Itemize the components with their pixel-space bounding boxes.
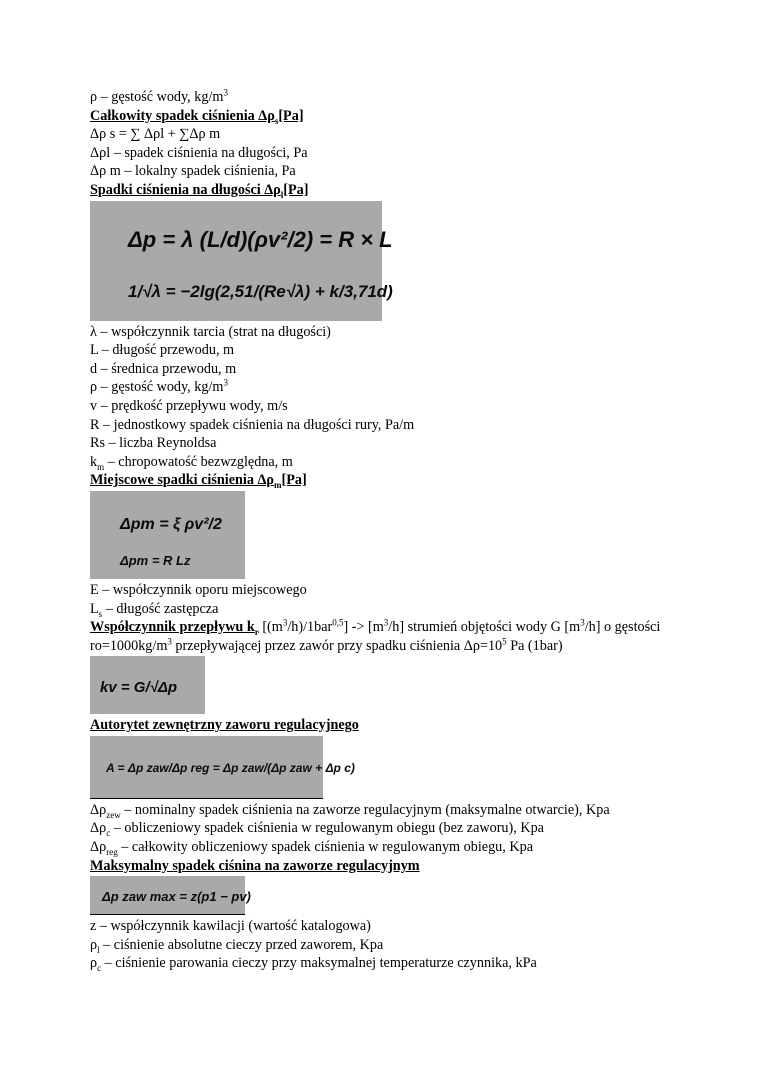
def-velocity: v – prędkość przepływu wody, m/s <box>90 397 288 414</box>
formula-authority-text: A = Δp zaw/Δp reg = Δp zaw/(Δp zaw + Δp c) <box>106 760 355 775</box>
def-local-drop: Δρ m – lokalny spadek ciśnienia, Pa <box>90 163 296 180</box>
heading-flow-coefficient: Współczynnik przepływu $k_r$ <box>90 619 259 637</box>
formula-kv-text: kv = G/√Δp <box>100 679 178 697</box>
formula-max-text: Δp zaw max = z(p1 − pv) <box>102 889 251 905</box>
def-length: L – długość przewodu, m <box>90 342 235 359</box>
def-dp-c: $\Delta\rho_c$ – obliczeniowy spadek ciśnienia w regulowanym obiegu (bez zaworu), Kpa <box>90 820 544 839</box>
def-lambda: λ – współczynnik tarcia (strat na długości) <box>90 323 331 340</box>
formula-image-local <box>90 491 245 579</box>
formula-local-line2: Δpm = R Lz <box>120 552 191 568</box>
heading-total-pressure-drop: Całkowity spadek ciśnienia $\Delta\rho_s[Pa]$ <box>90 107 304 126</box>
formula-darcy-line2: 1/√λ = −2lg(2,51/(Re√λ) + k/3,71d) <box>128 281 393 301</box>
rho-definition: ρ – gęstość wody, $kg/m^3$ <box>90 87 228 105</box>
def-diameter: d – średnica przewodu, m <box>90 360 237 377</box>
formula-authority-svg <box>90 736 355 798</box>
def-reynolds: Rs – liczba Reynoldsa <box>90 435 217 452</box>
formula-image-authority <box>90 736 355 799</box>
heading-local-pressure-drop: Miejscowe spadki ciśnienia $\Delta\rho_m[Pa]$ <box>90 472 307 491</box>
formula-image-darcy <box>90 201 393 321</box>
def-cavitation: z – współczynnik kawilacji (wartość katalogowa) <box>90 918 371 935</box>
formula-local-svg <box>90 491 245 579</box>
document-page <box>90 88 710 973</box>
def-equivalent-length: $L_s$ – długość zastępcza <box>90 600 219 619</box>
formula-image-max <box>90 876 251 915</box>
kv-paragraph: Współczynnik przepływu $k_r$ $[(m^3/h)/1bar^{0,5}] -> [m^3/h]$ strumień objętości wody G $[m^3/h]$ o gęstości $ro=1000kg/m^3$ przepływającej przez zawór przy spadku ciśnienia $\Delta\rho=10^5$ Pa (1bar) <box>90 617 661 654</box>
def-dp-zew: $\Delta\rho_{zew}$ – nominalny spadek ciśnienia na zaworze regulacyjnym (maksymalne otwarcie), Kpa <box>90 801 610 820</box>
heading-max-valve-drop: Maksymalny spadek ciśnina na zaworze regulacyjnym <box>90 857 420 874</box>
formula-local-line1: Δpm = ξ ρv²/2 <box>120 515 222 533</box>
formula-image-kv <box>90 656 205 714</box>
def-dp-reg: $\Delta\rho_{reg}$ – całkowity obliczeniowy spadek ciśnienia w regulowanym obiegu, Kpa <box>90 839 533 857</box>
formula-max-svg <box>90 876 251 914</box>
heading-valve-authority: Autorytet zewnętrzny zaworu regulacyjnego <box>90 717 359 734</box>
formula-kv-svg <box>90 656 205 714</box>
def-roughness: $k_m$ – chropowatość bezwzględna, m <box>90 453 293 472</box>
def-length-drop: Δρl – spadek ciśnienia na długości, Pa <box>90 144 308 161</box>
def-absolute-pressure: $\rho_l$ – ciśnienie absolutne cieczy przed zaworem, Kpa <box>90 936 384 955</box>
def-density: ρ – gęstość wody, $kg/m^3$ <box>90 377 228 396</box>
heading-length-pressure-drop: Spadki ciśnienia na długości $\Delta\rho_l[Pa]$ <box>90 181 309 200</box>
def-unit-drop: R – jednostkowy spadek ciśnienia na długości rury, Pa/m <box>90 416 415 433</box>
formula-darcy-line1: Δp = λ (L/d)(ρv²/2) = R × L <box>128 226 393 252</box>
def-local-coefficient: E – współczynnik oporu miejscowego <box>90 581 307 598</box>
def-vapour-pressure: $\rho_c$ – ciśnienie parowania cieczy przy maksymalnej temperaturze czynnika, kPa <box>90 955 537 974</box>
formula-darcy-svg <box>90 201 393 321</box>
total-equation: Δρ s = ∑ Δρl + ∑Δρ m <box>90 126 221 143</box>
